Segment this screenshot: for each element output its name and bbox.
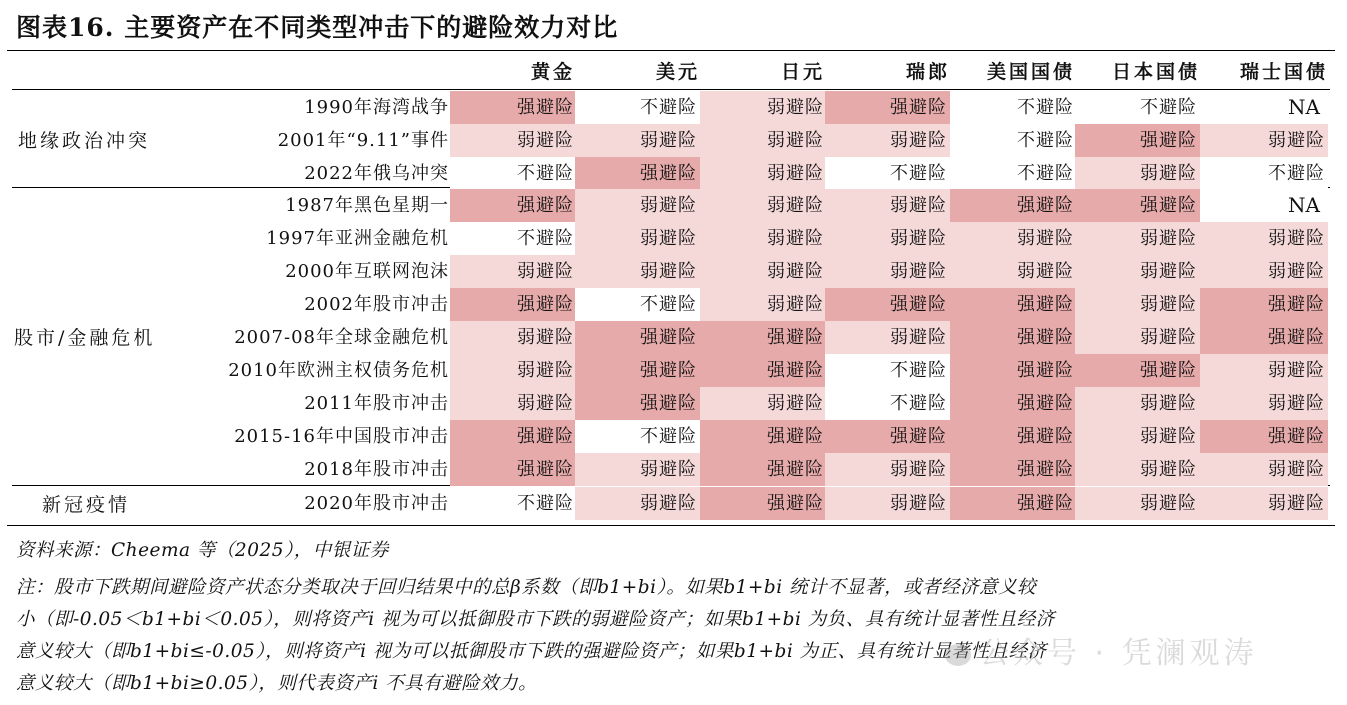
table-cell: 弱避险	[825, 222, 950, 255]
table-cell: 不避险	[1200, 157, 1328, 190]
table-row	[0, 288, 1347, 321]
table-cell: 强避险	[825, 420, 950, 453]
table-cell: 弱避险	[1200, 124, 1328, 157]
table-cell: NA	[1200, 91, 1328, 124]
table-cell: 弱避险	[450, 387, 577, 420]
table-cell: 不避险	[575, 420, 700, 453]
table-cell: 强避险	[450, 453, 577, 486]
table-cell: 不避险	[950, 124, 1077, 157]
table-cell: 弱避险	[1075, 420, 1200, 453]
table-row	[0, 255, 1347, 288]
table-cell: 弱避险	[1075, 255, 1200, 288]
event-label: 2001年“9.11”事件	[277, 130, 449, 151]
table-row	[0, 321, 1347, 354]
table-cell: 强避险	[950, 354, 1077, 387]
table-cell: 强避险	[450, 189, 577, 222]
event-label: 2018年股市冲击	[304, 459, 449, 480]
table-cell: 强避险	[700, 487, 827, 520]
event-label: 2022年俄乌冲突	[304, 163, 449, 184]
event-label: 1997年亚洲金融危机	[266, 228, 449, 249]
column-header-gold: 黄金	[530, 61, 575, 83]
table-cell: 强避险	[825, 288, 950, 321]
table-cell: 强避险	[950, 487, 1077, 520]
table-cell: 弱避险	[450, 255, 577, 288]
table-cell: 强避险	[1075, 354, 1200, 387]
table-cell: 弱避险	[575, 487, 700, 520]
column-header-chf: 瑞郎	[905, 61, 950, 83]
table-cell: 强避险	[950, 189, 1077, 222]
table-cell: 强避险	[1075, 124, 1200, 157]
table-cell: 弱避险	[1075, 321, 1200, 354]
table-cell: 弱避险	[825, 487, 950, 520]
table-row	[0, 157, 1347, 190]
note-line-1: 注：股市下跌期间避险资产状态分类取决于回归结果中的总β系数（即b1+bi）。如果b1+bi 统计不显著，或者经济意义较	[16, 577, 1037, 598]
table-cell: 不避险	[950, 91, 1077, 124]
note-line-2: 小（即-0.05＜b1+bi＜0.05），则将资产i 视为可以抵御股市下跌的弱避险资产；如果b1+bi 为负、具有统计显著性且经济	[16, 609, 1055, 630]
table-row	[0, 91, 1347, 124]
table-cell: 弱避险	[700, 387, 827, 420]
table-cell: 强避险	[1200, 420, 1328, 453]
column-header-jpy: 日元	[780, 61, 825, 83]
event-label: 2020年股市冲击	[304, 493, 449, 514]
table-cell: 弱避险	[1200, 255, 1328, 288]
table-cell: 弱避险	[450, 354, 577, 387]
header-bottom-rule	[12, 89, 1330, 90]
table-cell: 强避险	[700, 453, 827, 486]
table-top-rule	[7, 50, 1335, 51]
table-cell: 强避险	[450, 91, 577, 124]
table-cell: 弱避险	[700, 157, 827, 190]
table-cell: 强避险	[450, 420, 577, 453]
table-cell: 强避险	[950, 420, 1077, 453]
table-cell: 弱避险	[700, 189, 827, 222]
event-label: 2011年股市冲击	[304, 393, 449, 414]
table-cell: 不避险	[950, 157, 1077, 190]
table-cell: 弱避险	[1075, 453, 1200, 486]
table-cell: 强避险	[950, 453, 1077, 486]
table-cell: 强避险	[700, 420, 827, 453]
table-cell: 弱避险	[825, 255, 950, 288]
table-cell: 不避险	[450, 487, 577, 520]
table-cell: 弱避险	[575, 189, 700, 222]
event-label: 2000年互联网泡沫	[285, 261, 449, 282]
wechat-icon	[945, 644, 971, 666]
table-cell: 弱避险	[825, 124, 950, 157]
table-cell: 弱避险	[1200, 222, 1328, 255]
table-cell: 不避险	[825, 157, 950, 190]
event-label: 2010年欧洲主权债务危机	[228, 360, 449, 381]
event-label: 2002年股市冲击	[304, 294, 449, 315]
table-cell: 弱避险	[1200, 354, 1328, 387]
table-cell: 弱避险	[825, 189, 950, 222]
table-cell: 不避险	[450, 222, 577, 255]
table-cell: 弱避险	[1075, 222, 1200, 255]
table-cell: 强避险	[950, 321, 1077, 354]
table-cell: 不避险	[575, 91, 700, 124]
table-cell: 弱避险	[825, 453, 950, 486]
table-cell: 强避险	[700, 321, 827, 354]
column-header-jgb: 日本国债	[1111, 61, 1200, 83]
table-cell: 弱避险	[575, 222, 700, 255]
table-cell: 弱避险	[1075, 288, 1200, 321]
table-row	[0, 354, 1347, 387]
event-label: 2015-16年中国股市冲击	[234, 426, 449, 447]
table-cell: 弱避险	[700, 124, 827, 157]
table-row	[0, 420, 1347, 453]
table-row	[0, 387, 1347, 420]
table-row	[0, 124, 1347, 157]
table-cell: 强避险	[575, 354, 700, 387]
table-cell: 强避险	[825, 91, 950, 124]
table-cell: 强避险	[1200, 321, 1328, 354]
group-label-financial-crisis: 股市/金融危机	[14, 327, 156, 349]
source-note: 资料来源：Cheema 等（2025），中银证券	[16, 540, 389, 561]
table-cell: 弱避险	[950, 222, 1077, 255]
note-line-4: 意义较大（即b1+bi≥0.05），则代表资产i 不具有避险效力。	[16, 673, 538, 694]
table-cell: 弱避险	[450, 321, 577, 354]
table-cell: 不避险	[825, 354, 950, 387]
table-row	[0, 487, 1347, 520]
table-cell: 弱避险	[700, 255, 827, 288]
watermark: 公众号 · 凭澜观涛	[945, 628, 1258, 672]
table-cell: 弱避险	[450, 124, 577, 157]
table-cell: 强避险	[1075, 189, 1200, 222]
table-cell: 不避险	[1075, 91, 1200, 124]
table-cell: 弱避险	[700, 288, 827, 321]
table-cell: 强避险	[575, 387, 700, 420]
group-label-geopolitical: 地缘政治冲突	[18, 130, 151, 152]
table-cell: 弱避险	[1200, 487, 1328, 520]
event-label: 1987年黑色星期一	[285, 195, 449, 216]
table-cell: 强避险	[950, 387, 1077, 420]
table-cell: 强避险	[575, 321, 700, 354]
table-cell: 弱避险	[1075, 157, 1200, 190]
event-label: 1990年海湾战争	[304, 97, 449, 118]
table-cell: 弱避险	[825, 321, 950, 354]
figure-title: 图表16. 主要资产在不同类型冲击下的避险效力对比	[16, 13, 619, 42]
table-cell: 弱避险	[1200, 387, 1328, 420]
table-cell: 强避险	[450, 288, 577, 321]
table-row	[0, 453, 1347, 486]
column-header-swiss-bond: 瑞士国债	[1239, 61, 1328, 83]
table-cell: 弱避险	[575, 255, 700, 288]
table-cell: 弱避险	[700, 91, 827, 124]
group-label-covid: 新冠疫情	[42, 494, 131, 516]
table-cell: 不避险	[825, 387, 950, 420]
table-row	[0, 189, 1347, 222]
column-header-usd: 美元	[655, 61, 700, 83]
table-cell: 弱避险	[1075, 487, 1200, 520]
note-line-3: 意义较大（即b1+bi≤-0.05），则将资产i 视为可以抵御股市下跌的强避险资产；如果b1+bi 为正、具有统计显著性且经济	[16, 641, 1047, 662]
table-row	[0, 222, 1347, 255]
table-cell: 弱避险	[575, 124, 700, 157]
table-cell: 弱避险	[700, 222, 827, 255]
table-cell: 弱避险	[575, 453, 700, 486]
table-cell: 强避险	[1200, 288, 1328, 321]
table-cell: 不避险	[575, 288, 700, 321]
table-cell: 弱避险	[1200, 453, 1328, 486]
table-cell: 强避险	[700, 354, 827, 387]
table-cell: 不避险	[450, 157, 577, 190]
table-cell: 强避险	[950, 288, 1077, 321]
table-bottom-rule	[7, 525, 1335, 526]
table-cell: 强避险	[575, 157, 700, 190]
table-cell: 弱避险	[1075, 387, 1200, 420]
table-cell: 弱避险	[950, 255, 1077, 288]
table-cell: NA	[1200, 189, 1328, 222]
column-header-us-treasury: 美国国债	[986, 61, 1075, 83]
event-label: 2007-08年全球金融危机	[234, 327, 449, 348]
